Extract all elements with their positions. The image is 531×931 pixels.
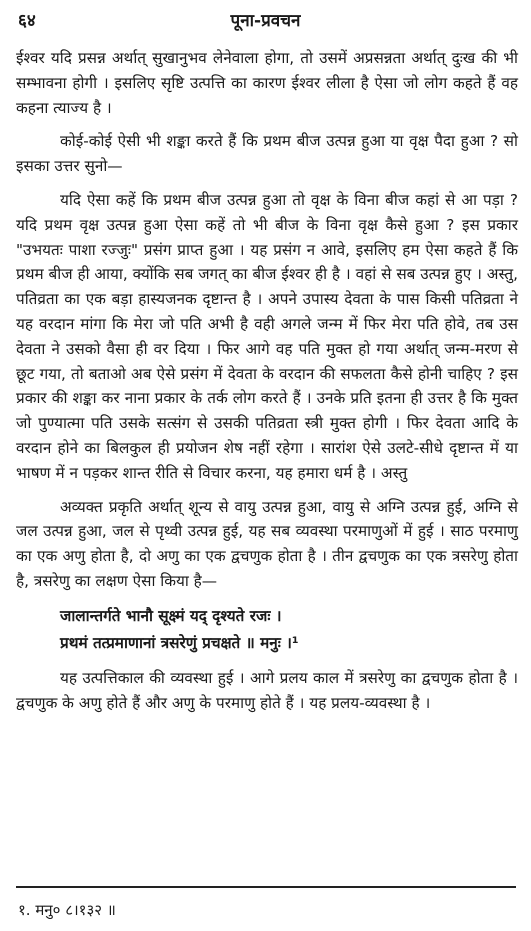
paragraph: यदि ऐसा कहें कि प्रथम बीज उत्पन्न हुआ तो वृक्ष के विना बीज कहां से आ पड़ा ? यदि प्रथम वृक्ष उत्पन्न हुआ ऐसा कहें तो भी बीज के विना वृक्ष कैसे हुआ ? इस प्रकार "उभयतः पाशा रज्जुः" प्रसंग प्राप्त हुआ । यह प्रसंग न आवे, इसलिए हम ऐसा कहते हैं कि प्रथम बीज ही आया, क्योंकि सब जगत् का बीज ईश्वर ही है । वहां से सब उत्पन्न हुए । अस्तु, पतिव्रता का एक बड़ा हास्यजनक दृष्टान्त है । अपने उपास्य देवता के पास किसी पतिव्रता ने यह वरदान मांगा कि मेरा जो पति अभी है वही अगले जन्म में फिर मेरा पति होवे, तब उस देवता ने उसको वैसा ही वर दिया । फिर आगे वह पति मुक्त हो गया अर्थात् जन्म-मरण से छूट गया, तो बताओ अब ऐसे प्रसंग में देवता के वरदान की सफलता कैसे होनी चाहिए ? इस प्रकार की शङ्का कर नाना प्रकार के तर्क लोग करते हैं । उनके प्रति इतना ही उत्तर है कि मुक्त जो पुण्यात्मा पति उसके सत्संग से उसकी पतिव्रता स्त्री मुक्त होगी । फिर देवता आदि के वरदान होने का बिलकुल ही प्रयोजन शेष नहीं रहेगा । सारांश ऐसे उलटे-सीधे दृष्टान्त में या भाषण में न पड़कर शान्त रीति से विचार करना, यह हमारा धर्म है । अस्तु bbox=[16, 190, 519, 482]
verse-block bbox=[16, 603, 518, 657]
paragraph: कोई-कोई ऐसी भी शङ्का करते हैं कि प्रथम बीज उत्पन्न हुआ या वृक्ष पैदा हुआ ? सो इसका उत्तर सुनो— bbox=[16, 132, 518, 176]
footnote: १. मनु० ८।१३२ ॥ bbox=[18, 901, 116, 919]
verse-line: प्रथमं तत्प्रमाणानां त्रसरेणुं प्रचक्षते ॥ मनुः ।¹ bbox=[60, 633, 299, 652]
footnote-divider bbox=[16, 886, 516, 888]
page-header bbox=[0, 6, 531, 34]
body-text bbox=[16, 46, 518, 715]
paragraph: ईश्वर यदि प्रसन्न अर्थात् सुखानुभव लेनेवाला होगा, तो उसमें अप्रसन्नता अर्थात् दुःख की भी सम्भावना होगी । इसलिए सृष्टि उत्पत्ति का कारण ईश्वर लीला है ऐसा जो लोग कहते हैं वह कहना त्याज्य है । bbox=[16, 49, 518, 117]
paragraph: अव्यक्त प्रकृति अर्थात् शून्य से वायु उत्पन्न हुआ, वायु से अग्नि उत्पन्न हुई, अग्नि से जल उत्पन्न हुआ, जल से पृथ्वी उत्पन्न हुई, यह सब व्यवस्था परमाणुओं में हुई । साठ परमाणु का एक अणु होता है, दो अणु का एक द्वचणुक होता है । तीन द्वचणुक का एक त्रसरेणु होता है, त्रसरेणु का लक्षण ऐसा किया है— bbox=[16, 497, 518, 590]
page-number: ६४ bbox=[18, 11, 36, 31]
verse-line: जालान्तर्गते भानौ सूक्ष्मं यद् दृश्यते रजः । bbox=[60, 606, 282, 625]
paragraph: यह उत्पत्तिकाल की व्यवस्था हुई । आगे प्रलय काल में त्रसरेणु का द्वचणुक होता है । द्वचणुक के अणु होते हैं और अणु के परमाणु होते हैं । यह प्रलय-व्यवस्था है । bbox=[16, 668, 518, 712]
running-title: पूना-प्रवचन bbox=[230, 11, 301, 31]
